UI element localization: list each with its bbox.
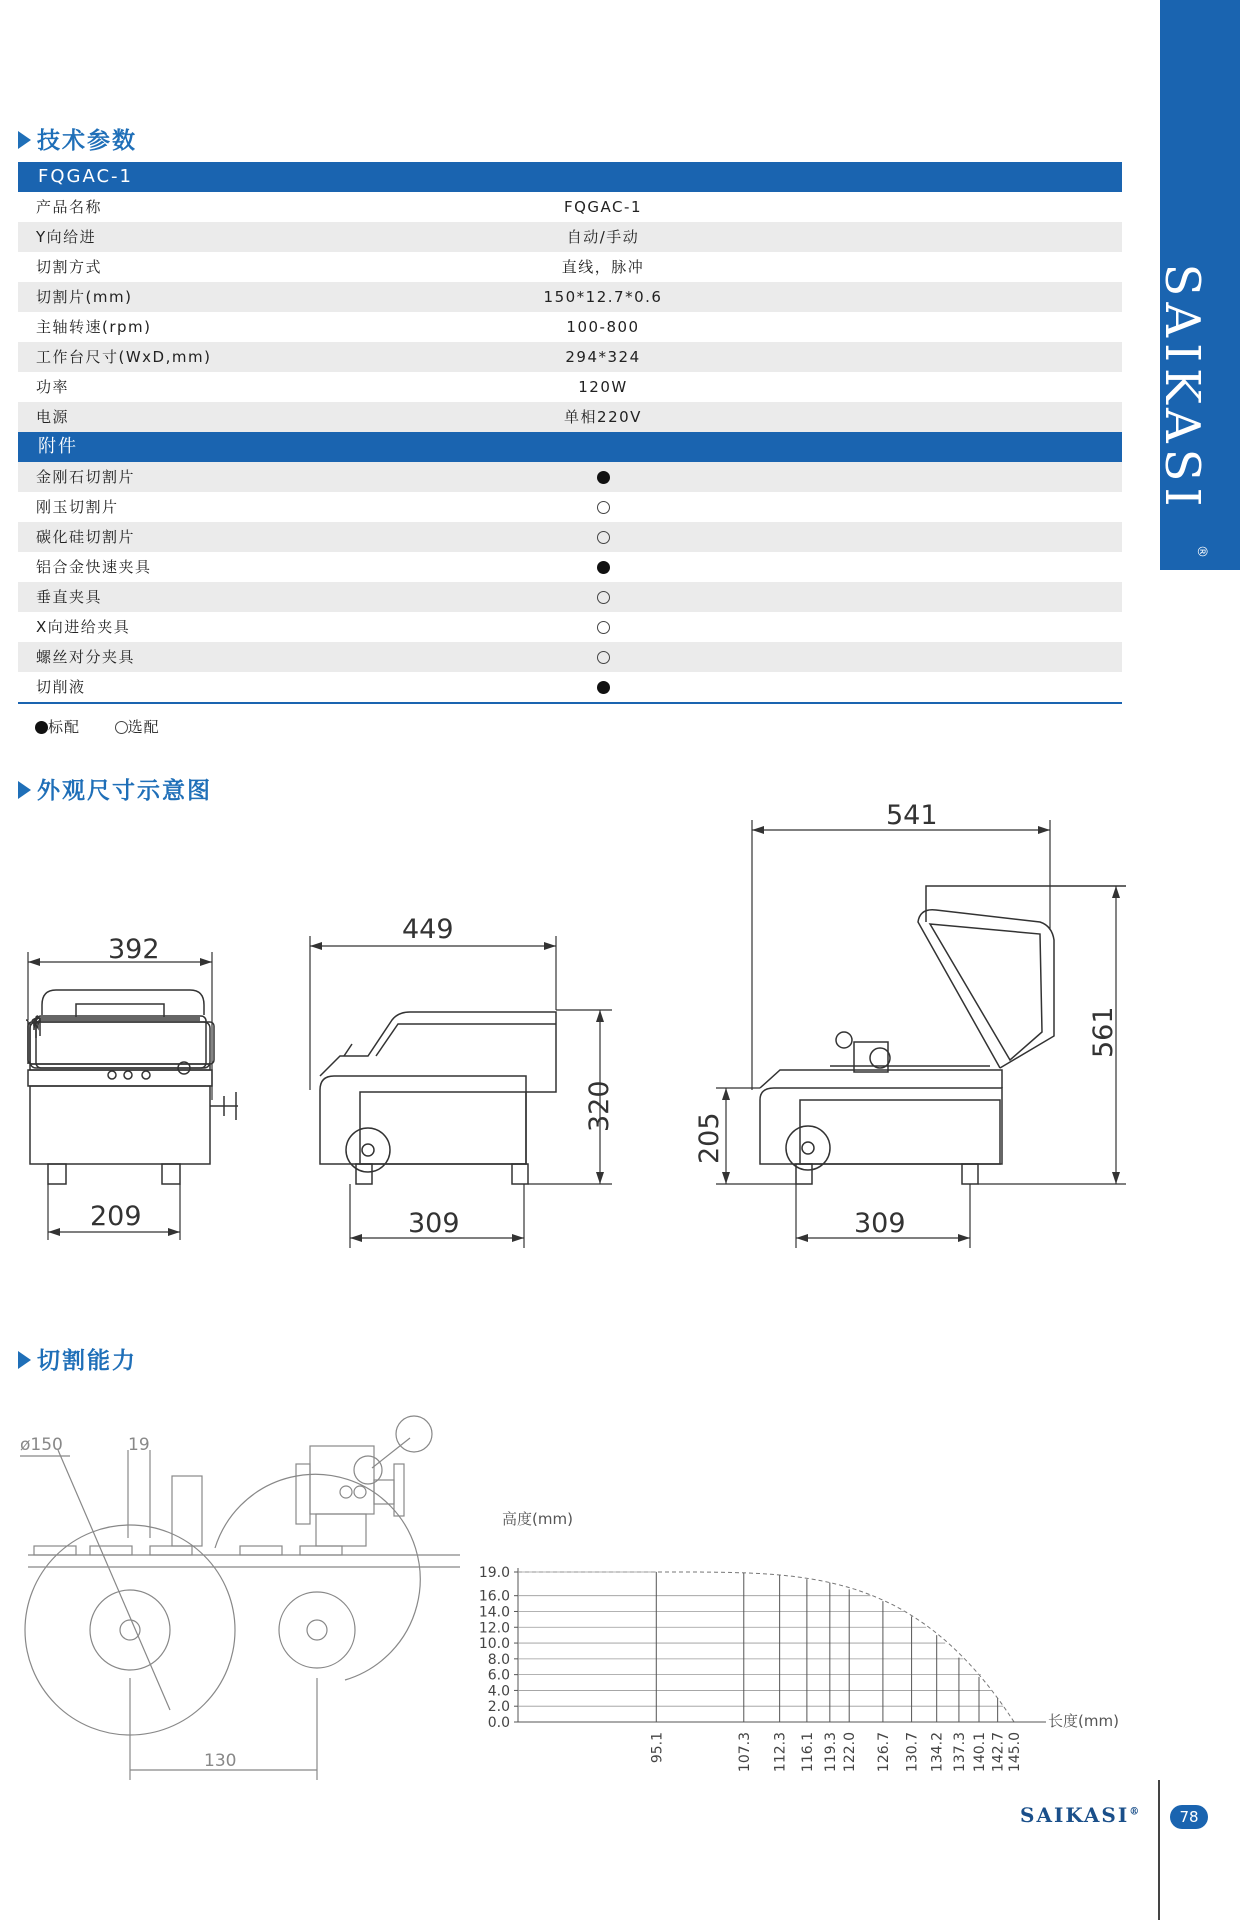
- x-tick-label: 116.1: [799, 1732, 816, 1773]
- accessory-label: 螺丝对分夹具: [36, 648, 136, 666]
- spec-value: 150*12.7*0.6: [543, 288, 663, 306]
- spec-label: 切割方式: [36, 258, 103, 276]
- spec-row: [18, 282, 1122, 312]
- filled-dot-icon: [35, 721, 48, 734]
- spec-label: Y向给进: [36, 228, 97, 246]
- x-tick-label: 95.1: [649, 1732, 666, 1764]
- spec-label: 功率: [36, 378, 70, 396]
- side-view: [320, 1012, 556, 1184]
- triangle-icon: [18, 131, 31, 149]
- chart-x-axis-label: 长度(mm): [1048, 1712, 1119, 1730]
- cutting-section-title: 切割能力: [18, 1342, 137, 1375]
- spec-value: FQGAC-1: [564, 198, 642, 216]
- x-tick-label: 119.3: [822, 1732, 839, 1773]
- x-tick-label: 126.7: [875, 1732, 892, 1773]
- accessory-status: [18, 462, 1188, 492]
- spec-label: 产品名称: [36, 198, 103, 216]
- accessory-label: 切削液: [36, 678, 86, 696]
- dim-side-feet: 309: [408, 1208, 460, 1239]
- hollow-dot-icon: [597, 651, 610, 664]
- open-view: [760, 886, 1126, 1184]
- offset-label: 19: [128, 1435, 150, 1455]
- spec-row: [18, 372, 1122, 402]
- x-tick-label: 122.0: [842, 1732, 859, 1773]
- side-brand-text: SAIKASI: [1154, 263, 1210, 513]
- dim-side-height: 320: [584, 1080, 615, 1132]
- accessory-row: [18, 492, 1122, 522]
- front-view: [26, 990, 238, 1184]
- y-tick-label: 4.0: [487, 1683, 510, 1700]
- spec-label: 工作台尺寸(WxD,mm): [36, 348, 212, 366]
- filled-dot-icon: [597, 561, 610, 574]
- x-tick-label: 130.7: [904, 1732, 921, 1773]
- x-tick-label: 145.0: [1007, 1732, 1024, 1773]
- y-tick-label: 14.0: [478, 1604, 510, 1621]
- dim-open-table-height: 205: [694, 1112, 725, 1164]
- dim-open-feet: 309: [854, 1208, 906, 1239]
- spec-value: 100-800: [566, 318, 640, 336]
- spacing-label: 130: [204, 1751, 237, 1771]
- capacity-curve: [518, 1572, 1014, 1722]
- spec-row: [18, 312, 1122, 342]
- dimensions-section-title: 外观尺寸示意图: [18, 772, 212, 805]
- x-tick-label: 140.1: [972, 1732, 989, 1773]
- dim-side-depth: 449: [402, 914, 454, 945]
- spec-row: [18, 402, 1122, 432]
- spec-value: 自动/手动: [566, 228, 640, 246]
- accessory-row: [18, 672, 1122, 702]
- spec-row: [18, 252, 1122, 282]
- y-tick-label: 2.0: [487, 1699, 510, 1716]
- accessory-row: [18, 522, 1122, 552]
- legend-standard: 标配: [48, 718, 81, 736]
- dim-open-height: 561: [1088, 1006, 1119, 1058]
- blade-diameter-label: ø150: [20, 1435, 63, 1455]
- y-tick-label: 10.0: [478, 1636, 510, 1653]
- filled-dot-icon: [597, 471, 610, 484]
- side-reg-mark: ®: [1194, 545, 1209, 558]
- accessory-row: [18, 462, 1122, 492]
- chart-y-axis-label: 高度(mm): [502, 1510, 573, 1528]
- accessory-row: [18, 642, 1122, 672]
- accessory-row: [18, 582, 1122, 612]
- y-tick-label: 8.0: [487, 1651, 510, 1668]
- hollow-dot-icon: [597, 621, 610, 634]
- legend-optional: 选配: [127, 718, 160, 736]
- x-tick-label: 134.2: [929, 1732, 946, 1773]
- accessory-status: [18, 582, 1188, 612]
- accessory-status: [18, 552, 1188, 582]
- y-tick-label: 16.0: [478, 1588, 510, 1605]
- cutting-capacity-chart: [460, 1490, 1140, 1780]
- spec-value: 120W: [578, 378, 628, 396]
- hollow-dot-icon: [597, 501, 610, 514]
- spec-value: 294*324: [565, 348, 641, 366]
- hollow-dot-icon: [597, 531, 610, 544]
- x-tick-label: 137.3: [951, 1732, 968, 1773]
- spec-label: 切割片(mm): [36, 288, 133, 306]
- accessory-label: 碳化硅切割片: [36, 528, 136, 546]
- x-tick-label: 142.7: [990, 1732, 1007, 1773]
- dim-front-feet: 209: [90, 1201, 142, 1232]
- y-tick-label: 6.0: [487, 1667, 510, 1684]
- accessory-status: [18, 522, 1188, 552]
- model-bar: FQGAC-1: [18, 162, 1122, 192]
- triangle-icon: [18, 781, 31, 799]
- accessory-status: [18, 492, 1188, 522]
- y-tick-label: 12.0: [478, 1620, 510, 1637]
- accessory-label: 刚玉切割片: [36, 498, 119, 516]
- accessory-status: [18, 642, 1188, 672]
- spec-label: 主轴转速(rpm): [36, 318, 152, 336]
- footer-brand: SAIKASI®: [1020, 1803, 1142, 1827]
- page-number: 78: [1170, 1805, 1208, 1829]
- accessory-status: [18, 672, 1188, 702]
- spec-row: [18, 222, 1122, 252]
- dim-open-depth: 541: [886, 800, 938, 831]
- y-tick-label: 19.0: [478, 1565, 510, 1581]
- spec-table: [18, 162, 1122, 704]
- footer-divider: [1158, 1780, 1160, 1920]
- accessory-row: [18, 552, 1122, 582]
- dimension-drawings: [0, 800, 1140, 1260]
- hollow-dot-icon: [115, 721, 128, 734]
- cutting-diagram: [0, 1410, 460, 1790]
- dim-front-width: 392: [108, 934, 160, 965]
- accessory-label: 金刚石切割片: [36, 468, 136, 486]
- spec-value: 直线，脉冲: [561, 258, 645, 276]
- accessory-label: 铝合金快速夹具: [36, 558, 152, 576]
- spec-value: 单相220V: [564, 408, 642, 426]
- accessory-row: [18, 612, 1122, 642]
- accessory-label: X向进给夹具: [36, 618, 131, 636]
- accessory-label: 垂直夹具: [36, 588, 103, 606]
- x-tick-label: 107.3: [736, 1732, 753, 1773]
- y-tick-label: 0.0: [487, 1715, 510, 1731]
- specs-section-title: 技术参数: [18, 122, 137, 155]
- hollow-dot-icon: [597, 591, 610, 604]
- spec-row: [18, 342, 1122, 372]
- accessories-bar: 附件: [18, 432, 1122, 462]
- triangle-icon: [18, 1351, 31, 1369]
- filled-dot-icon: [597, 681, 610, 694]
- legend: [35, 716, 160, 737]
- spec-label: 电源: [36, 408, 70, 426]
- spec-row: [18, 192, 1122, 222]
- accessory-status: [18, 612, 1188, 642]
- x-tick-label: 112.3: [772, 1732, 789, 1773]
- table-bottom-rule: [18, 702, 1122, 704]
